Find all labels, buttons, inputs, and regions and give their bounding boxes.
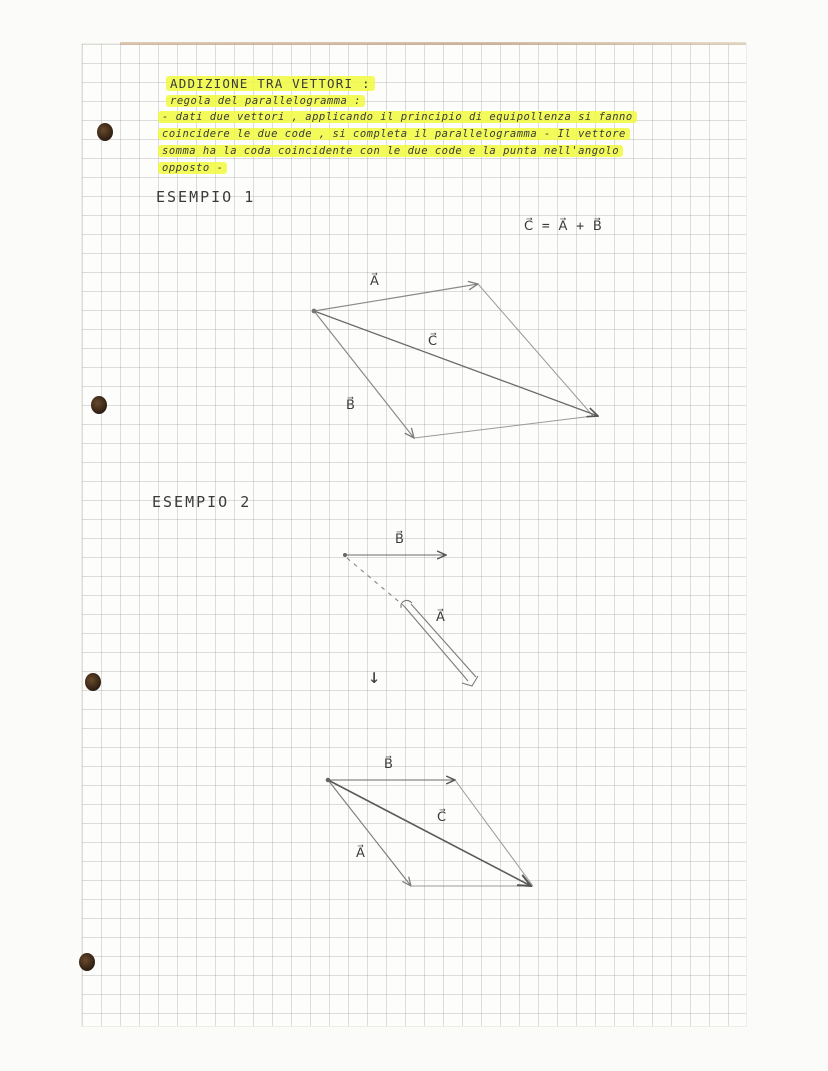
- vector-c-ex2-result: [328, 780, 531, 886]
- parallel-side-ex1-right: [478, 284, 593, 416]
- vector-a-ex1: [314, 284, 478, 311]
- label-vector-a-ex2-result: A⃗: [356, 846, 365, 861]
- translation-dashed-line: [347, 558, 404, 606]
- parallel-side-ex2-right: [455, 780, 533, 886]
- sum-formula: C⃗ = A⃗ + B⃗: [524, 219, 603, 234]
- label-vector-b-ex1: B⃗: [346, 398, 355, 413]
- section-title: ADDIZIONE TRA VETTORI :: [166, 76, 375, 91]
- body-line-2: coincidere le due code , si completa il parallelogramma - Il vettore: [158, 128, 630, 140]
- parallel-side-ex1-bottom: [414, 416, 593, 438]
- label-vector-b-ex2-result: B⃗: [384, 757, 393, 772]
- vector-a-ex2-right-edge: [411, 604, 476, 677]
- common-tail-ex2: [326, 778, 331, 783]
- example-2-heading: ESEMPIO 2: [152, 493, 252, 511]
- body-line-4: opposto -: [158, 162, 227, 174]
- label-vector-a-ex2: A⃗: [436, 610, 445, 625]
- down-arrow-glyph: ↓: [368, 664, 381, 688]
- vector-a-ex2-left-edge: [404, 606, 468, 681]
- body-line-3: somma ha la coda coincidente con le due code e la punta nell'angolo: [158, 145, 623, 157]
- vector-a-ex2-result: [328, 780, 411, 886]
- label-vector-a-ex1: A⃗: [370, 274, 379, 289]
- label-vector-c-ex1: C⃗: [428, 334, 438, 349]
- example-2-initial-vectors: [343, 553, 478, 686]
- tail-b-ex2: [343, 553, 347, 557]
- rule-name: regola del parallelogramma :: [166, 95, 365, 107]
- common-tail-ex1: [312, 309, 317, 314]
- vector-c-ex1: [314, 311, 598, 416]
- example-1-parallelogram: [312, 284, 598, 438]
- example-1-heading: ESEMPIO 1: [156, 188, 256, 206]
- example-2-parallelogram: [326, 778, 533, 886]
- label-vector-c-ex2-result: C⃗: [437, 810, 447, 825]
- body-line-1: - dati due vettori , applicando il principio di equipollenza si fanno: [158, 111, 637, 123]
- label-vector-b-ex2: B⃗: [395, 532, 404, 547]
